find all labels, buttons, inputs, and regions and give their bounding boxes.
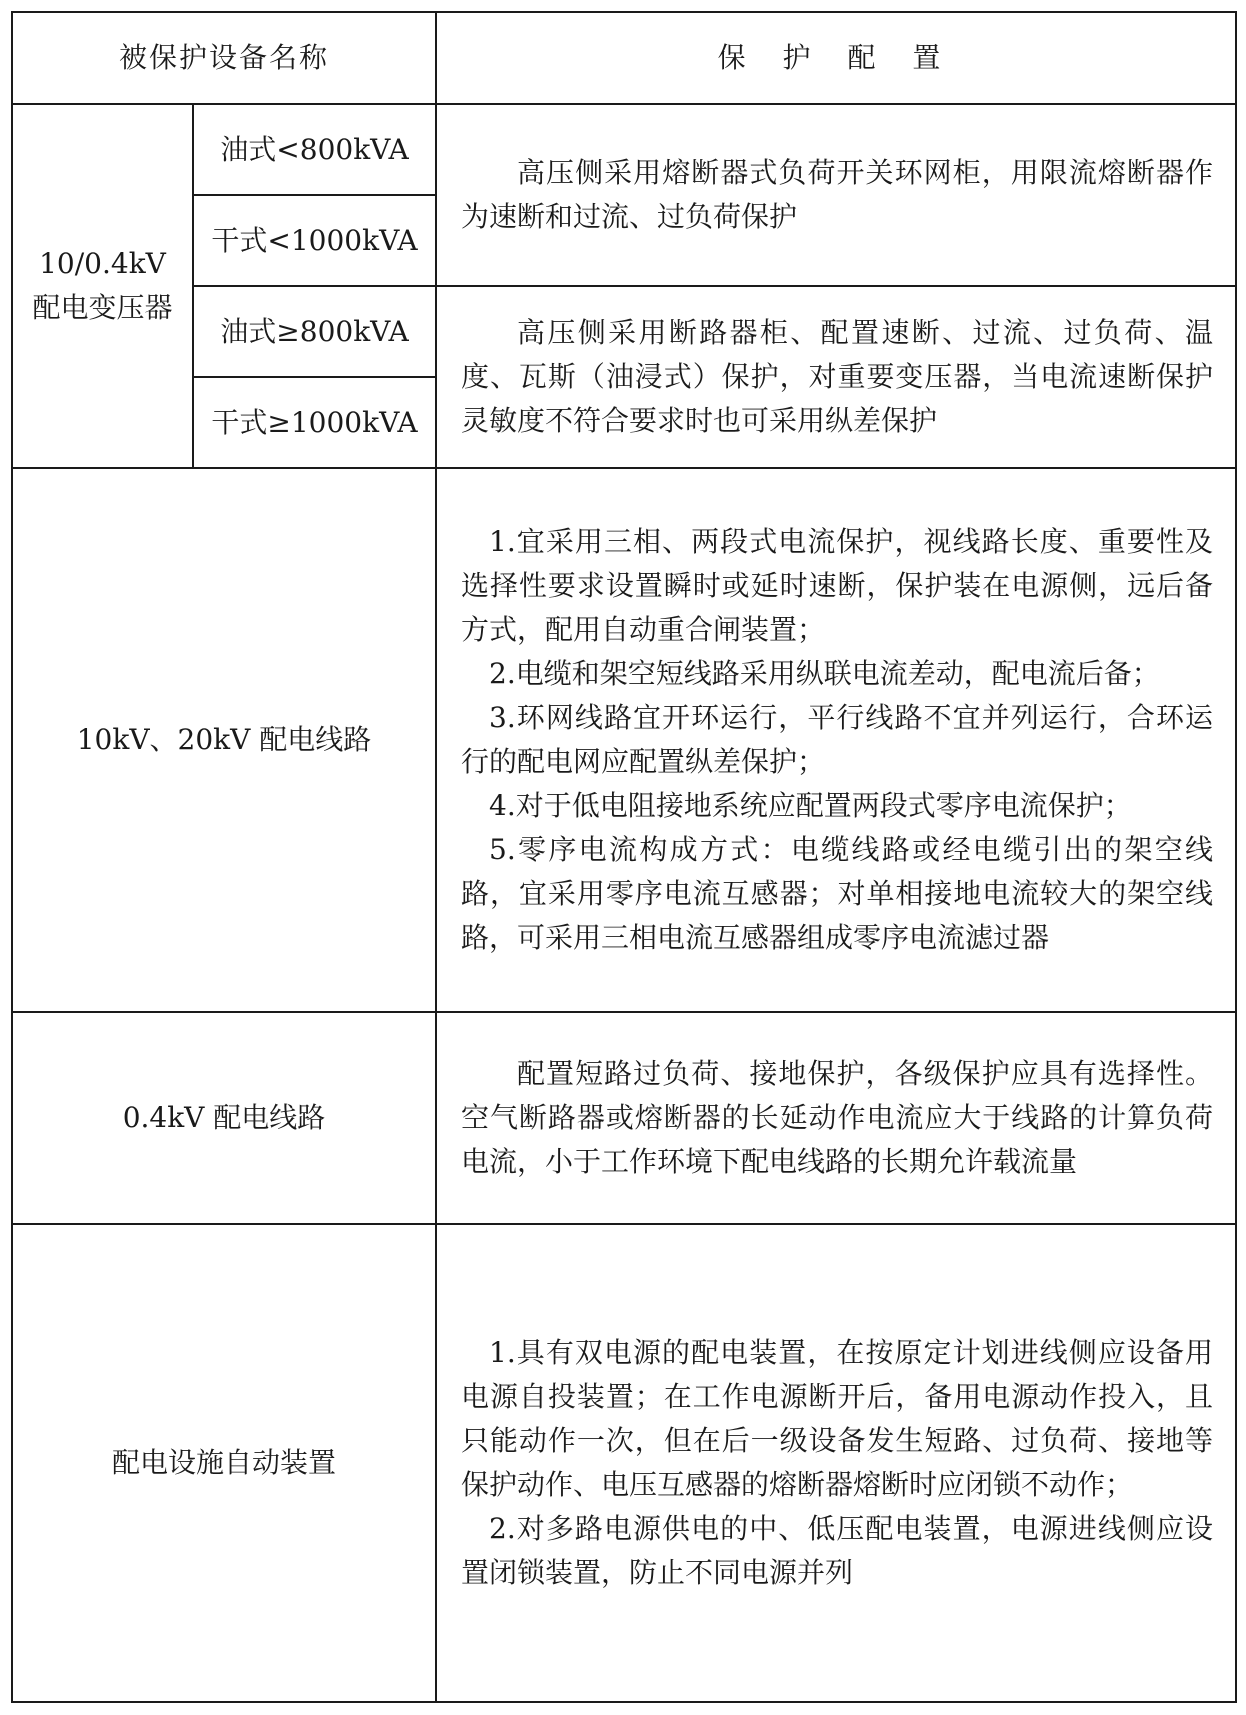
list-item: 3.环网线路宜开环运行，平行线路不宜并列运行，合环运行的配电网应配置纵差保护；	[461, 701, 1214, 778]
line-10-20kv-name: 10kV、20kV 配电线路	[12, 468, 436, 1012]
header-device-name: 被保护设备名称	[12, 12, 436, 104]
transformer-config-large-text: 高压侧采用断路器柜、配置速断、过流、过负荷、温度、瓦斯（油浸式）保护，对重要变压器，当电流速断保护灵敏度不符合要求时也可采用纵差保护	[461, 316, 1214, 437]
header-protection-config: 保 护 配 置	[436, 12, 1236, 104]
list-item: 5.零序电流构成方式：电缆线路或经电缆引出的架空线路，宜采用零序电流互感器；对单相接地电流较大的架空线路，可采用三相电流互感器组成零序电流滤过器	[461, 833, 1214, 954]
transformer-type-oil-small: 油式<800kVA	[193, 104, 436, 195]
transformer-name-line1: 10/0.4kV	[39, 247, 166, 280]
list-item: 2.对多路电源供电的中、低压配电装置，电源进线侧应设置闭锁装置，防止不同电源并列	[461, 1512, 1214, 1589]
transformer-config-small	[436, 104, 1236, 286]
transformer-type-dry-small: 干式<1000kVA	[193, 195, 436, 286]
table-row	[12, 1224, 1236, 1702]
table-row	[12, 468, 1236, 1012]
transformer-config-large	[436, 286, 1236, 468]
list-item: 2.电缆和架空短线路采用纵联电流差动，配电流后备；	[489, 657, 1160, 690]
table-row	[12, 286, 1236, 377]
list-item: 1.具有双电源的配电装置，在按原定计划进线侧应设备用电源自投装置；在工作电源断开后，备用电源动作投入，且只能动作一次，但在后一级设备发生短路、过负荷、接地等保护动作、电压互感器的熔断器熔断时应闭锁不动作；	[461, 1336, 1214, 1501]
transformer-config-small-text: 高压侧采用熔断器式负荷开关环网柜，用限流熔断器作为速断和过流、过负荷保护	[461, 156, 1214, 233]
line-04kv-config-text: 配置短路过负荷、接地保护，各级保护应具有选择性。空气断路器或熔断器的长延动作电流应大于线路的计算负荷电流，小于工作环境下配电线路的长期允许载流量	[461, 1057, 1214, 1178]
list-item: 4.对于低电阻接地系统应配置两段式零序电流保护；	[489, 789, 1132, 822]
line-04kv-name: 0.4kV 配电线路	[12, 1012, 436, 1224]
auto-device-name: 配电设施自动装置	[12, 1224, 436, 1702]
table-row	[12, 1012, 1236, 1224]
header-row	[12, 12, 1236, 104]
line-10-20kv-config	[436, 468, 1236, 1012]
line-04kv-config	[436, 1012, 1236, 1224]
transformer-name-line2: 配电变压器	[32, 291, 173, 324]
table-row	[12, 104, 1236, 195]
auto-device-config	[436, 1224, 1236, 1702]
list-item: 1.宜采用三相、两段式电流保护，视线路长度、重要性及选择性要求设置瞬时或延时速断，保护装在电源侧，远后备方式，配用自动重合闸装置；	[461, 525, 1214, 646]
transformer-name-cell	[12, 104, 193, 468]
transformer-type-dry-large: 干式≥1000kVA	[193, 377, 436, 468]
protection-config-table	[11, 11, 1237, 1703]
transformer-type-oil-large: 油式≥800kVA	[193, 286, 436, 377]
